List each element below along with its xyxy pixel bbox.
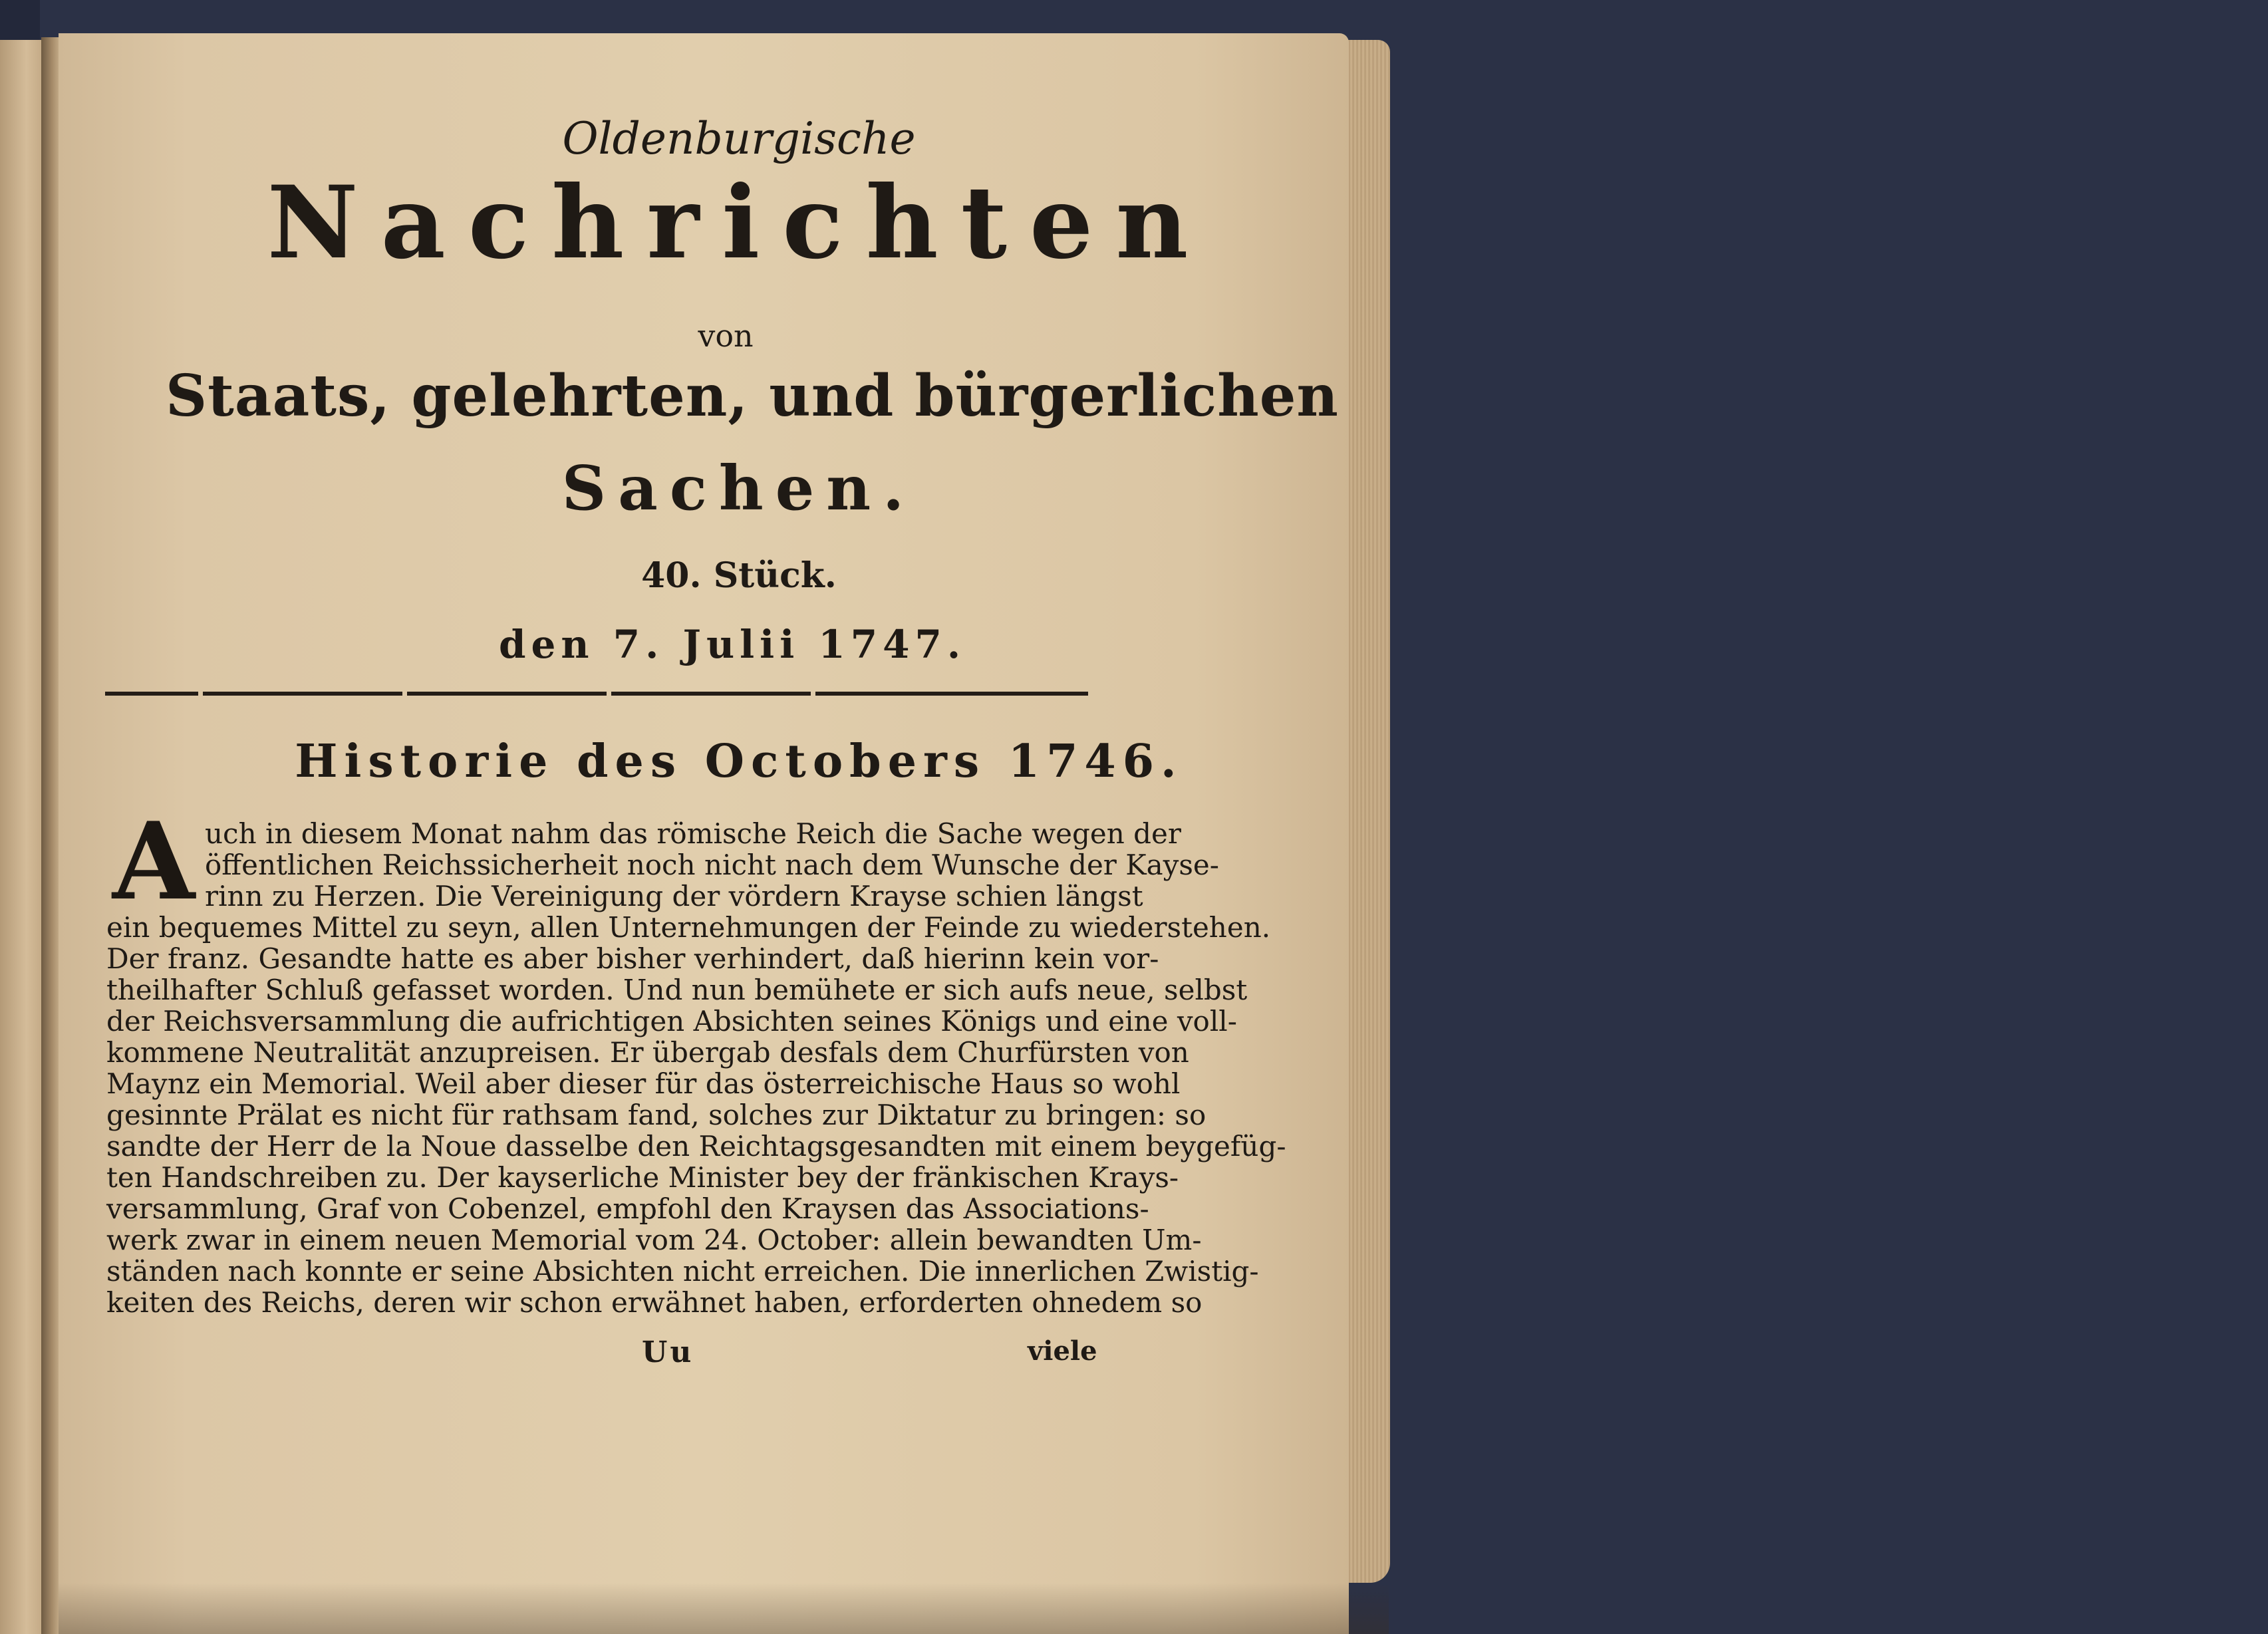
text-line: rinn zu Herzen. Die Vereinigung der vördern Krayse schien längst — [205, 880, 1143, 912]
text-line: keiten des Reichs, deren wir schon erwähnet haben, erforderten ohnedem so — [106, 1286, 1203, 1319]
text-line: werk zwar in einem neuen Memorial vom 24. October: allein bewandten Um- — [106, 1224, 1202, 1256]
article-body — [106, 817, 1286, 1319]
facing-page-edge — [0, 40, 44, 1634]
text-line: versammlung, Graf von Cobenzel, empfohl den Kraysen das Associations- — [106, 1192, 1149, 1225]
rule-segment — [407, 692, 607, 696]
issue-date: den 7. Julii 1747. — [498, 622, 966, 667]
text-line: ständen nach konnte er seine Absichten nicht erreichen. Die innerlichen Zwistig- — [106, 1255, 1259, 1288]
rule-segment — [203, 692, 402, 696]
page-shadow — [59, 1583, 1389, 1634]
text-line: uch in diesem Monat nahm das römische Reich die Sache wegen der — [205, 817, 1181, 850]
masthead-top-line: Oldenburgische — [562, 113, 916, 164]
masthead-von: von — [698, 318, 754, 354]
rule-segment — [815, 692, 1088, 696]
text-line: sandte der Herr de la Noue dasselbe den Reichtagsgesandten mit einem beygefüg- — [106, 1130, 1286, 1162]
drop-cap-initial: A — [112, 799, 196, 924]
text-line: Maynz ein Memorial. Weil aber dieser für das österreichische Haus so wohl — [106, 1067, 1181, 1100]
text-line: gesinnte Prälat es nicht für rathsam fand, solches zur Diktatur zu bringen: so — [106, 1099, 1206, 1131]
text-line: ein bequemes Mittel zu seyn, allen Unternehmungen der Feinde zu wiederstehen. — [106, 911, 1271, 944]
text-line: der Reichsversammlung die aufrichtigen Absichten seines Königs und eine voll- — [106, 1005, 1237, 1037]
text-line: theilhafter Schluß gefasset worden. Und nun bemühete er sich aufs neue, selbst — [106, 974, 1248, 1006]
issue-number: 40. Stück. — [641, 555, 837, 596]
masthead-title: Nachrichten — [267, 164, 1211, 281]
text-line: öffentlichen Reichssicherheit noch nicht nach dem Wunsche der Kayse- — [205, 849, 1219, 881]
text-line: Der franz. Gesandte hatte es aber bisher verhindert, daß hierinn kein vor- — [106, 942, 1159, 975]
signature-mark: Uu — [642, 1335, 694, 1369]
text-line: ten Handschreiben zu. Der kayserliche Minister bey der fränkischen Krays- — [106, 1161, 1179, 1194]
rule-segment — [611, 692, 811, 696]
text-line: kommene Neutralität anzupreisen. Er übergab desfals dem Churfürsten von — [106, 1036, 1189, 1069]
masthead-sachen: Sachen. — [561, 452, 917, 524]
article-heading: Historie des Octobers 1746. — [295, 735, 1183, 788]
masthead-rule — [105, 692, 1088, 696]
masthead-subtitle: Staats, gelehrten, und bürgerlichen — [166, 362, 1339, 430]
rule-segment — [105, 692, 198, 696]
catchword: viele — [1028, 1335, 1097, 1367]
